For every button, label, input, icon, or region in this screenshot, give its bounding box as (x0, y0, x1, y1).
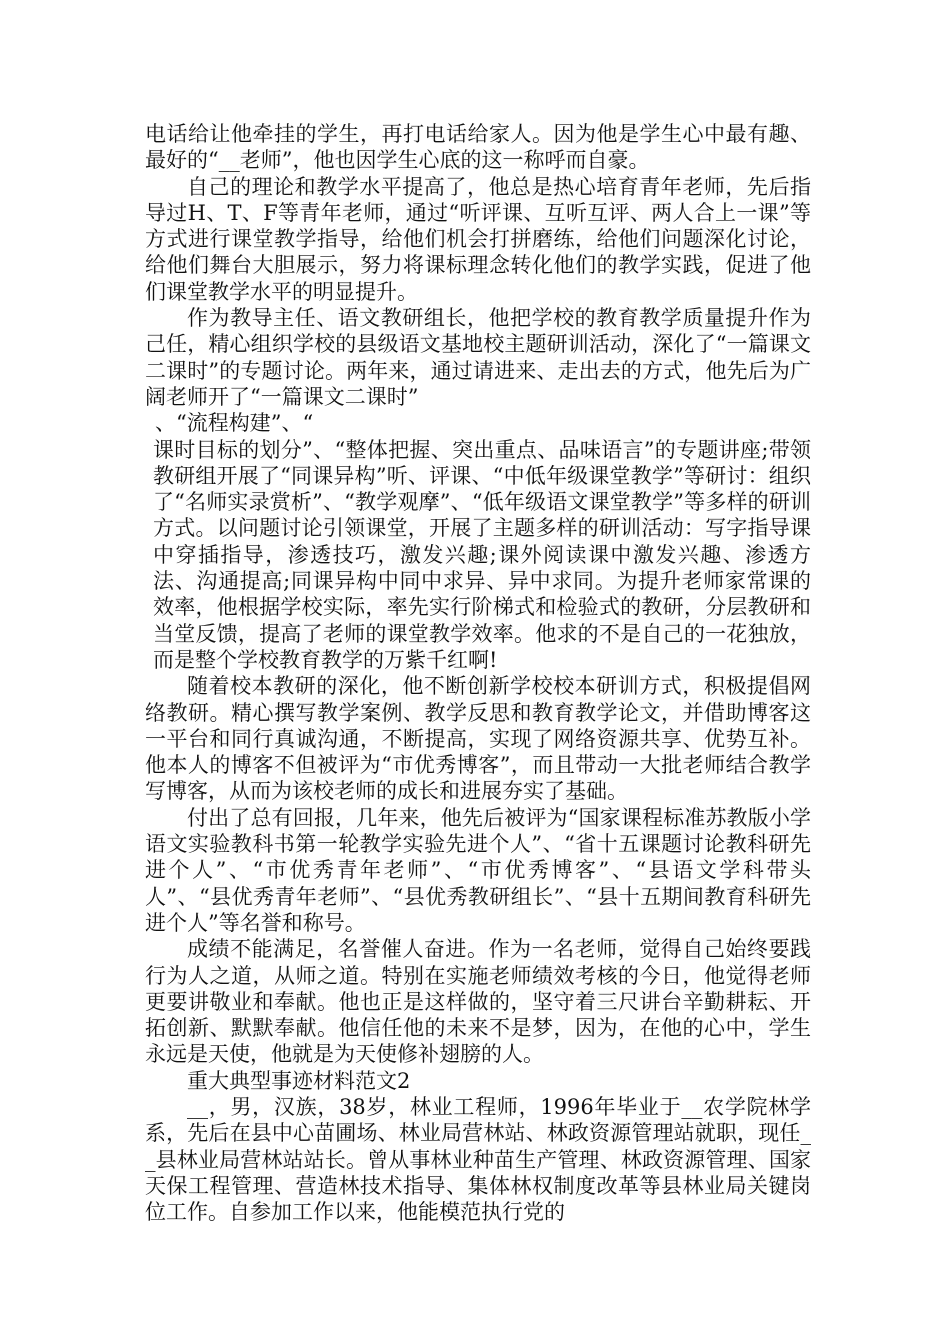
paragraph-7: 付出了总有回报，几年来，他先后被评为“国家课程标准苏教版小学语文实验教科书第一轮教学实验先进个人”、“省十五课题讨论教科研先进个人”、“市优秀青年老师”、“市优秀博客”、“县语文学科带头人”、“县优秀青年老师”、“县优秀教研组长”、“县十五期间教育科研先进个人”等名誉和称号。 (145, 805, 811, 935)
paragraph-8: 成绩不能满足，名誉催人奋进。作为一名老师，觉得自己始终要践行为人之道，从师之道。特别在实施老师绩效考核的今日，他觉得老师更要讲敬业和奉献。他也正是这样做的，坚守着三尺讲台辛勤耕耘、开拓创新、默默奉献。他信任他的未来不是梦，因为，在他的心中，学生永远是天使，他就是为天使修补翅膀的人。 (145, 937, 811, 1067)
section-heading: 重大典型事迹材料范文2 (187, 1068, 411, 1093)
paragraph-9: __，男，汉族，38岁，林业工程师，1996年毕业于__农学院林学系，先后在县中心苗圃场、林业局营林站、林政资源管理站就职，现任__县林业局营林站站长。曾从事林业种苗生产管理、林政资源管理、国家天保工程管理、营造林技术指导、集体林权制度改革等县林业局关键岗位工作。自参加工作以来，他能模范执行党的 (145, 1094, 811, 1225)
paragraph-2: 自己的理论和教学水平提高了，他总是热心培育青年老师，先后指导过H、T、F等青年老师，通过“听评课、互听互评、两人合上一课”等方式进行课堂教学指导，给他们机会打拼磨练，给他们问题深化讨论，给他们舞台大胆展示，努力将课标理念转化他们的教学实践，促进了他们课堂教学水平的明显提升。 (145, 174, 811, 304)
paragraph-1: 电话给让他牵挂的学生，再打电话给家人。因为他是学生心中最有趣、最好的“__老师”，他也因学生心底的这一称呼而自豪。 (145, 122, 811, 173)
paragraph-5: 课时目标的划分”、“整体把握、突出重点、品味语言”的专题讲座;带领教研组开展了“同课异构”听、评课、“中低年级课堂教学”等研讨：组织了“名师实录赏析”、“教学观摩”、“低年级语文课堂教学”等多样的研训方式。以问题讨论引领课堂，开展了主题多样的研训活动：写字指导课中穿插指导，渗透技巧，激发兴趣;课外阅读课中激发兴趣、渗透方法、沟通提高;同课异构中同中求异、异中求同。为提升老师家常课的效率，他根据学校实际，率先实行阶梯式和检验式的教研，分层教研和当堂反馈，提高了老师的课堂教学效率。他求的不是自己的一花独放，而是整个学校教育教学的万紫千红啊! (153, 437, 811, 672)
paragraph-3: 作为教导主任、语文教研组长，他把学校的教育教学质量提升作为己任，精心组织学校的县级语文基地校主题研训活动，深化了“一篇课文二课时”的专题讨论。两年来，通过请进来、走出去的方式，他先后为广阔老师开了“一篇课文二课时” (145, 306, 811, 409)
paragraph-6: 随着校本教研的深化，他不断创新学校校本研训方式，积极提倡网络教研。精心撰写教学案例、教学反思和教育教学论文，并借助博客这一平台和同行真诚沟通，不断提高，实现了网络资源共享、优势互补。他本人的博客不但被评为“市优秀博客”，而且带动一大批老师结合教学写博客，从而为该校老师的成长和进展夯实了基础。 (145, 674, 811, 804)
paragraph-4: 、“流程构建”、“ (155, 411, 314, 436)
document-body (145, 121, 811, 1225)
